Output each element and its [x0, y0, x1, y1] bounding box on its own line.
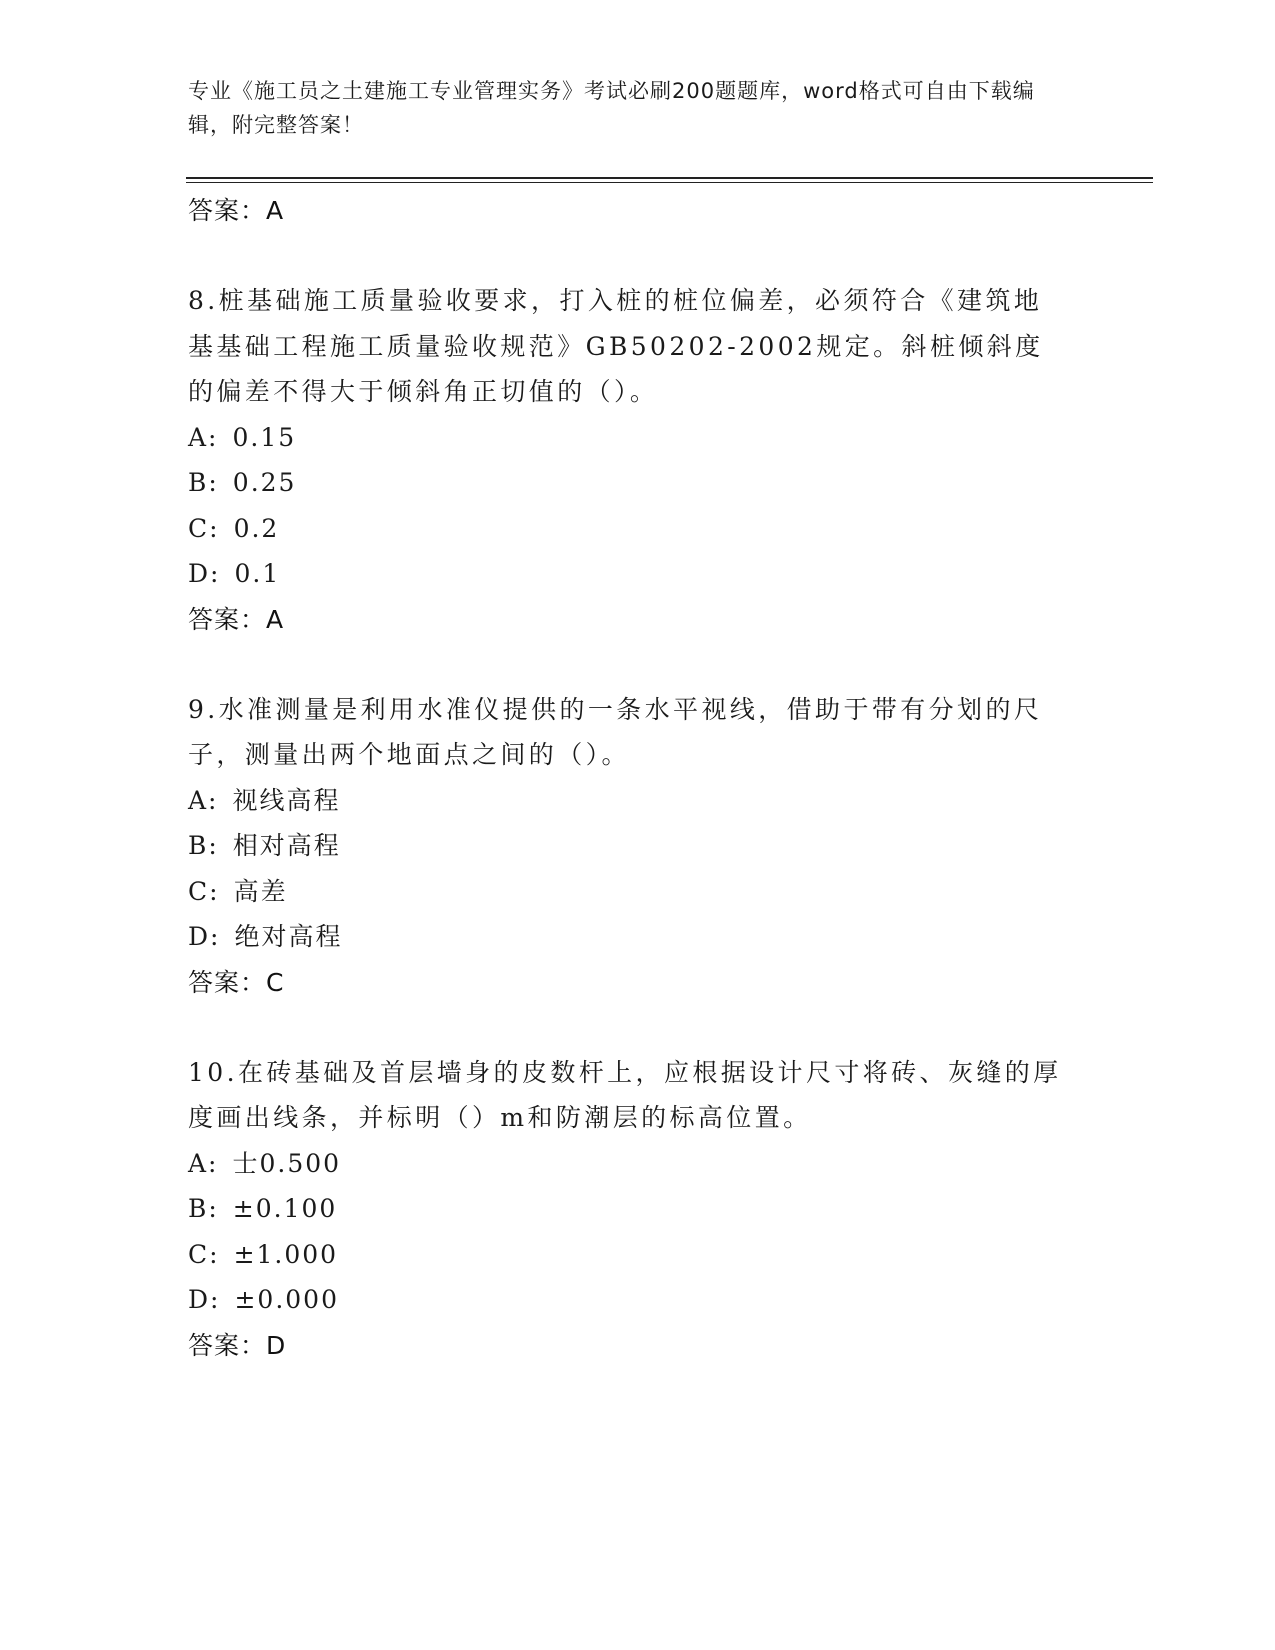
option-a [188, 415, 1088, 461]
option-c [188, 869, 1088, 915]
question-stem: 10.在砖基础及首层墙身的皮数杆上，应根据设计尺寸将砖、灰缝的厚度画出线条，并标明（）m和防潮层的标高位置。 [188, 1057, 1062, 1132]
option-d [188, 551, 1088, 597]
option-d [188, 914, 1088, 960]
header-divider-thin [186, 182, 1153, 183]
option-label: D: [188, 1285, 221, 1314]
option-c [188, 1232, 1088, 1278]
option-value: 0.15 [232, 422, 297, 452]
option-label: A: [188, 785, 219, 815]
question-answer: 答案：D [188, 1330, 287, 1360]
option-a [188, 1141, 1088, 1187]
option-label: C: [188, 1239, 220, 1269]
option-value: ±0.000 [234, 1285, 339, 1314]
option-value: ±1.000 [233, 1239, 339, 1269]
option-c [188, 506, 1088, 552]
option-d [188, 1277, 1088, 1323]
option-value: ±0.100 [232, 1194, 338, 1223]
option-value: 绝对高程 [234, 922, 343, 951]
option-value: 相对高程 [232, 831, 341, 860]
question-answer: 答案：C [188, 967, 285, 997]
option-value: 视线高程 [232, 785, 341, 815]
option-value: 0.1 [234, 559, 281, 588]
option-label: A: [188, 422, 219, 452]
option-label: B: [188, 468, 219, 497]
option-value: 士0.500 [232, 1148, 342, 1178]
option-label: D: [188, 922, 221, 951]
question-8 [188, 278, 1088, 643]
option-value: 高差 [233, 876, 288, 906]
question-stem: 9.水准测量是利用水准仪提供的一条水平视线，借助于带有分划的尺子，测量出两个地面点之间的（）。 [188, 694, 1043, 769]
option-value: 0.2 [233, 513, 280, 543]
previous-answer: 答案：A [188, 196, 285, 225]
option-b [188, 1186, 1088, 1232]
question-list [188, 188, 1088, 1369]
question-9 [188, 687, 1088, 1006]
option-b [188, 823, 1088, 869]
option-b [188, 460, 1088, 506]
header-divider-thick [186, 177, 1153, 179]
option-label: C: [188, 513, 220, 543]
question-10 [188, 1050, 1088, 1369]
option-label: A: [188, 1148, 219, 1178]
option-label: B: [188, 831, 219, 860]
option-value: 0.25 [232, 468, 297, 497]
question-stem: 8.桩基础施工质量验收要求，打入桩的桩位偏差，必须符合《建筑地基基础工程施工质量验收规范》GB50202-2002规定。斜桩倾斜度的偏差不得大于倾斜角正切值的（）。 [188, 286, 1044, 406]
page-header: 专业《施工员之土建施工专业管理实务》考试必刷200题题库，word格式可自由下载编辑，附完整答案！ [188, 79, 1035, 137]
option-a [188, 778, 1088, 824]
option-label: B: [188, 1194, 219, 1223]
option-label: C: [188, 876, 220, 906]
option-label: D: [188, 559, 221, 588]
question-answer: 答案：A [188, 604, 285, 634]
